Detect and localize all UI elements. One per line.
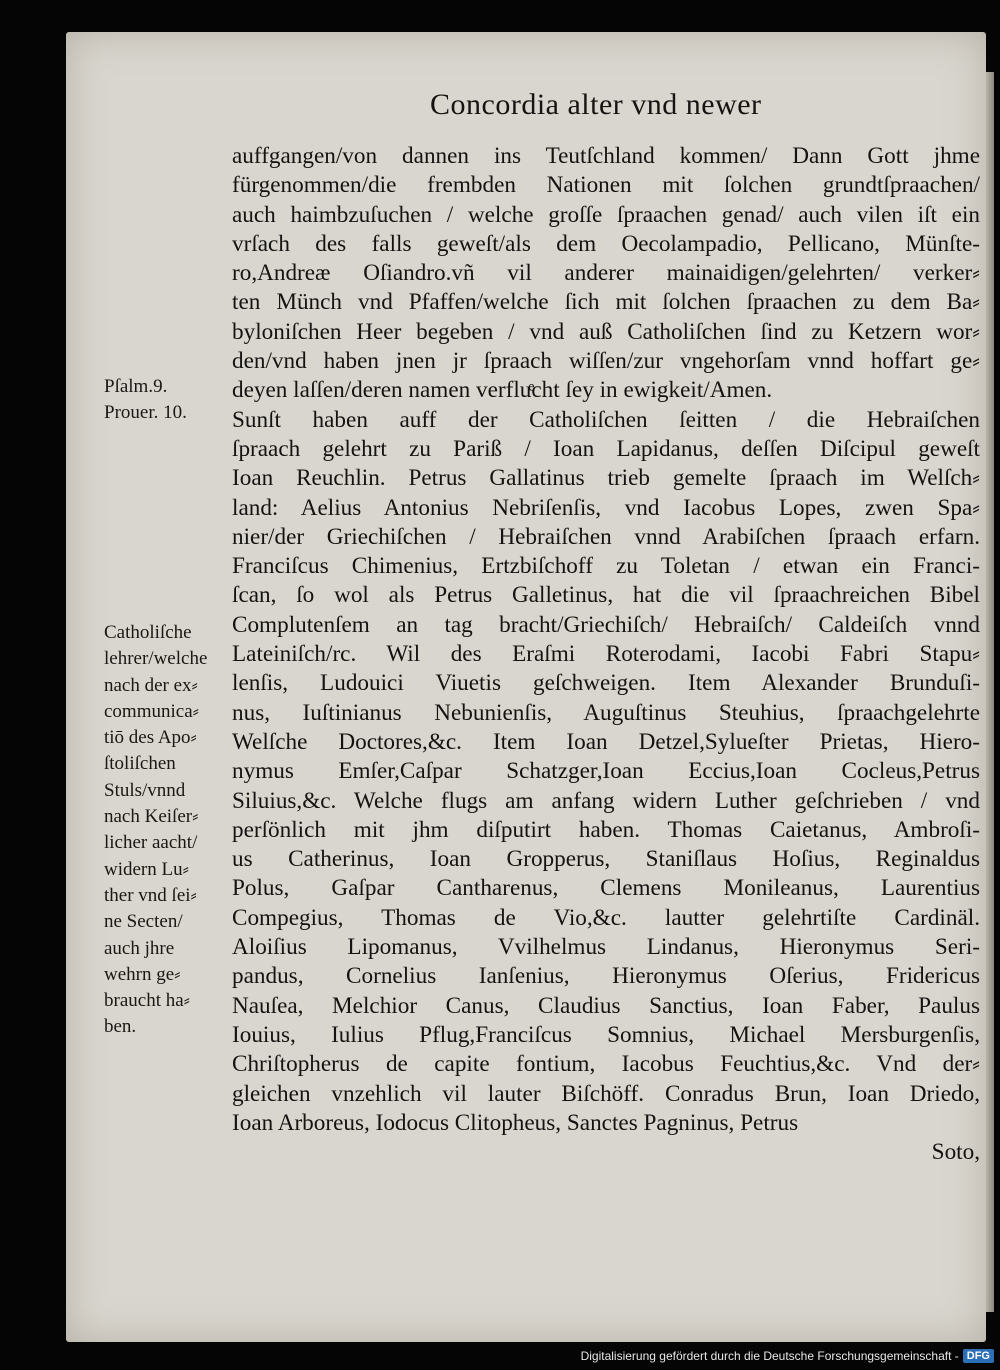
- margin-note-line: tiō des Apo⸗: [104, 727, 197, 749]
- text-line: nier/der Griechiſchen / Hebraiſchen vnnd Arabiſchen ſpraach erfarn.: [232, 523, 980, 550]
- text-line: ſpraach gelehrt zu Pariß / Ioan Lapidanus, deſſen Diſcipul geweſt: [232, 435, 980, 462]
- margin-note-line: licher aacht/: [104, 832, 198, 854]
- margin-note-line: braucht ha⸗: [104, 990, 190, 1012]
- margin-note-scripture: [104, 374, 187, 427]
- margin-note-line: communica⸗: [104, 700, 199, 722]
- text-line: Compegius, Thomas de Vio,&c. lautter gelehrtiſte Cardinäl.: [232, 904, 980, 931]
- text-line: pandus, Cornelius Ianſenius, Hieronymus Oſerius, Fridericus: [232, 963, 980, 990]
- text-line: Siluius,&c. Welche flugs am anfang widern Luther geſchrieben / vnd: [232, 787, 980, 814]
- margin-note-line: wehrn ge⸗: [104, 963, 181, 985]
- text-line: Complutenſem an tag bracht/Griechiſch/ Hebraiſch/ Caldeiſch vnnd: [232, 611, 980, 638]
- text-line: Ioan Reuchlin. Petrus Gallatinus trieb gemelte ſpraach im Welſch⸗: [232, 465, 980, 492]
- text-line: Iouius, Iulius Pflug,Franciſcus Somnius, Michael Mersburgenſis,: [232, 1021, 980, 1048]
- text-line: Chriſtopherus de capite fontium, Iacobus Feuchtius,&c. Vnd der⸗: [232, 1051, 980, 1078]
- text-line: nymus Emſer,Caſpar Schatzger,Ioan Eccius,Ioan Cocleus,Petrus: [232, 758, 980, 785]
- text-line: auch haimbzuſuchen / welche groſſe ſpraachen genad/ auch vilen iſt ein: [232, 201, 980, 228]
- margin-note-line: ben.: [104, 1016, 137, 1038]
- margin-note-line: Catholiſche: [104, 622, 192, 643]
- text-line: ſcan, ſo wol als Petrus Galletinus, hat die vil ſpraachreichen Bibel: [232, 582, 980, 609]
- margin-note-line: Prouer. 10.: [104, 402, 187, 424]
- margin-note-line: ther vnd ſei⸗: [104, 884, 197, 906]
- text-line: Soto,: [931, 1139, 980, 1166]
- page-edge: [986, 72, 994, 1312]
- text-line: Nauſea, Melchior Canus, Claudius Sanctius, Ioan Faber, Paulus: [232, 992, 980, 1019]
- text-line: fürgenommen/die frembden Nationen mit ſolchen grundtſpraachen/: [232, 172, 980, 199]
- text-line: perſönlich mit jhm diſputirt haben. Thomas Caietanus, Ambroſi-: [232, 816, 980, 843]
- text-line: vrſach des falls geweſt/als dem Oecolampadio, Pellicano, Münſte-: [232, 230, 980, 257]
- margin-note-line: lehrer/welche: [104, 648, 208, 670]
- margin-note-line: auch jhre: [104, 937, 175, 959]
- body-text: [232, 142, 980, 1167]
- text-line: Aloiſius Lipomanus, Vvilhelmus Lindanus, Hieronymus Seri-: [232, 934, 980, 961]
- margin-note-catholic-teachers: [104, 620, 207, 1041]
- footer-text: Digitalisierung gefördert durch die Deutsche Forschungsgemeinschaft -: [580, 1349, 959, 1363]
- margin-note-line: ne Secten/: [104, 911, 183, 933]
- text-line: ten Münch vnd Pfaffen/welche ſich mit ſolchen ſpraachen zu dem Ba⸗: [232, 289, 980, 316]
- margin-note-line: widern Lu⸗: [104, 858, 189, 880]
- text-line: nus, Iuſtinianus Nebunienſis, Auguſtinus Steuhius, ſpraachgelehrte: [232, 699, 980, 726]
- text-line: Franciſcus Chimenius, Ertzbiſchoff zu Toletan / etwan ein Franci-: [232, 553, 980, 580]
- text-line: deyen laſſen/deren namen verfluͤcht ſey in ewigkeit/Amen.: [232, 377, 773, 404]
- margin-note-line: ſtoliſchen: [104, 753, 176, 775]
- text-line: Welſche Doctores,&c. Item Ioan Detzel,Sylueſter Prietas, Hiero-: [232, 728, 980, 755]
- dfg-logo: DFG: [963, 1349, 994, 1363]
- text-line: Polus, Gaſpar Cantharenus, Clemens Monileanus, Laurentius: [232, 875, 980, 902]
- text-line: den/vnd haben jnen jr ſpraach wiſſen/zur vngehorſam vnnd hoffart ge⸗: [232, 348, 980, 375]
- text-line: Lateiniſch/rc. Wil des Eraſmi Roterodami, Iacobi Fabri Stapu⸗: [232, 641, 980, 668]
- text-line: us Catherinus, Ioan Gropperus, Staniſlaus Hoſius, Reginaldus: [232, 846, 980, 873]
- margin-note-line: nach der ex⸗: [104, 674, 198, 696]
- text-line: gleichen vnzehlich vil lauter Biſchöff. Conradus Brun, Ioan Driedo,: [232, 1080, 980, 1107]
- running-head: Concordia alter vnd newer: [430, 88, 762, 121]
- text-line: byloniſchen Heer begeben / vnd auß Catholiſchen ſind zu Ketzern wor⸗: [232, 318, 980, 345]
- text-line: auffgangen/von dannen ins Teutſchland kommen/ Dann Gott jhme: [232, 143, 980, 169]
- text-line: lenſis, Ludouici Viuetis geſchweigen. Item Alexander Brunduſi-: [232, 670, 980, 697]
- text-line: Ioan Arboreus, Iodocus Clitopheus, Sanctes Pagninus, Petrus: [232, 1109, 799, 1136]
- margin-note-line: Stuls/vnnd: [104, 779, 186, 801]
- text-line: land: Aelius Antonius Nebriſenſis, vnd Iacobus Lopes, zwen Spa⸗: [232, 494, 980, 521]
- text-line: ro,Andreæ Oſiandro.vñ vil anderer mainaidigen/gelehrten/ verker⸗: [232, 260, 980, 287]
- margin-note-line: Pſalm.9.: [104, 376, 168, 397]
- footer: [581, 1346, 994, 1366]
- margin-note-line: nach Keiſer⸗: [104, 806, 199, 828]
- text-line: Sunſt haben auff der Catholiſchen ſeitten / die Hebraiſchen: [232, 406, 980, 433]
